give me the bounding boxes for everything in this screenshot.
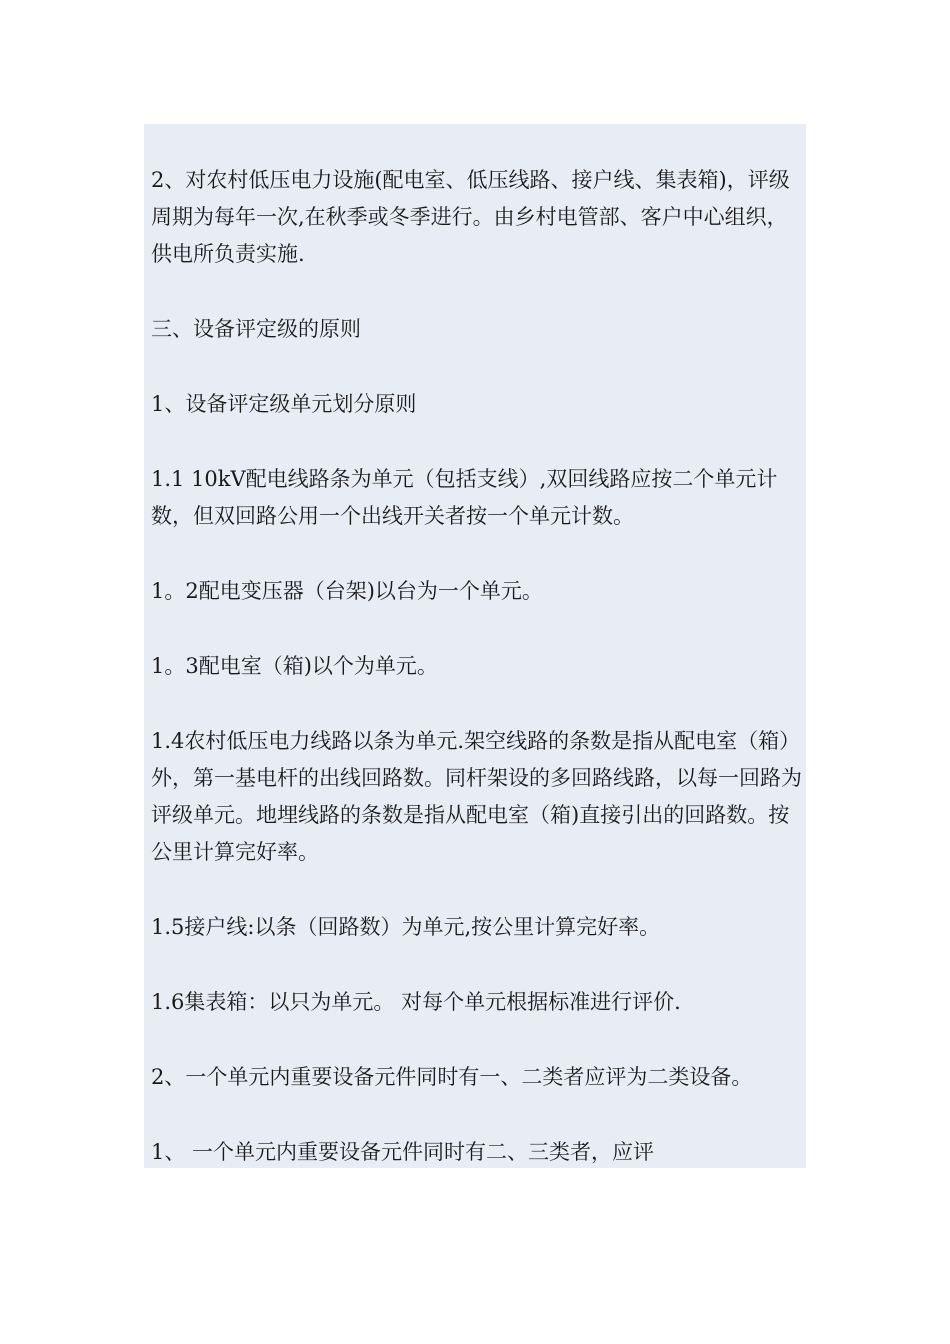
paragraph-1-5: 1.5接户线:以条（回路数）为单元,按公里计算完好率。 (151, 915, 661, 939)
heading-unit-division: 1、设备评定级单元划分原则 (151, 392, 417, 416)
paragraph-1-4: 1.4农村低压电力线路以条为单元.架空线路的条数是指从配电室（箱）外，第一基电杆的出线回路数。同杆架设的多回路线路，以每一回路为评级单元。地埋线路的条数是指从配电室（箱)直接引出的回路数。按公里计算完好率。 (151, 729, 802, 864)
paragraph-2: 2、一个单元内重要设备元件同时有一、二类者应评为二类设备。 (151, 1065, 753, 1089)
paragraph-1-2: 1。2配电变压器（台架)以台为一个单元。 (151, 579, 543, 603)
paragraph-truncated: 1、 一个单元内重要设备元件同时有二、三类者，应评 (151, 1140, 655, 1164)
document-body (144, 124, 806, 1168)
paragraph-1-6: 1.6集表箱：以只为单元。 对每个单元根据标准进行评价. (151, 990, 681, 1014)
paragraph-1-3: 1。3配电室（箱)以个为单元。 (151, 654, 438, 678)
paragraph-inspection-cycle: 2、对农村低压电力设施(配电室、低压线路、接户线、集表箱)，评级周期为每年一次,在秋季或冬季进行。由乡村电管部、客户中心组织，供电所负责实施. (151, 168, 790, 266)
paragraph-1-1: 1.1 10kV配电线路条为单元（包括支线）,双回线路应按二个单元计数，但双回路公用一个出线开关者按一个单元计数。 (151, 467, 778, 528)
heading-rating-principles: 三、设备评定级的原则 (151, 317, 361, 341)
